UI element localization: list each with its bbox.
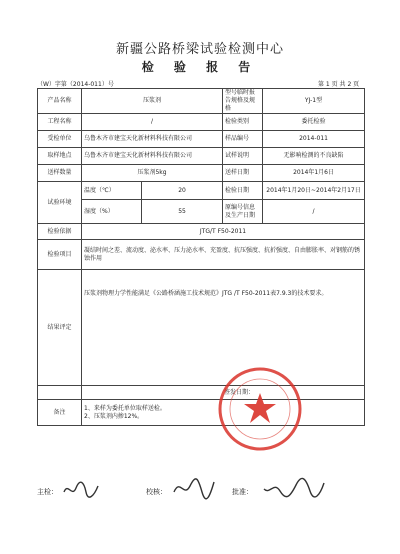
main-test-label: 主检： xyxy=(37,488,58,496)
sample-no-value: 2014-011 xyxy=(263,131,365,148)
manufacturer-label: 原编号信息及生产日期 xyxy=(223,200,263,224)
sample-no-label: 样品编号 xyxy=(223,131,263,148)
seal-label: 签发日期： xyxy=(82,386,365,400)
sampling-label: 取样地点 xyxy=(38,148,82,165)
test-note-value: 无影响检测的不良缺陷 xyxy=(263,148,365,165)
test-type-value: 委托检验 xyxy=(263,114,365,131)
report-title: 检 验 报 告 xyxy=(141,60,259,74)
basis-label: 检验依据 xyxy=(38,224,82,240)
send-date-label: 送样日期 xyxy=(223,165,263,182)
official-seal xyxy=(214,363,306,455)
approve-label: 批准： xyxy=(232,488,253,496)
report-ref: （W）字第（2014-011）号 xyxy=(37,81,114,88)
test-note-label: 试样说明 xyxy=(223,148,263,165)
review-label: 校核： xyxy=(146,488,167,496)
temp-label: 温度（℃） xyxy=(82,182,142,200)
model-value: YJ-1型 xyxy=(263,89,365,114)
remark-label: 备注 xyxy=(38,400,82,426)
project-value: / xyxy=(82,114,223,131)
test-date-value: 2014年1月20日~2014年2月17日 xyxy=(263,182,365,200)
quantity-value: 压浆剂5kg xyxy=(82,165,223,182)
humidity-value: 55 xyxy=(142,200,223,224)
review-signature xyxy=(172,476,216,500)
send-date-value: 2014年1月6日 xyxy=(263,165,365,182)
report-table xyxy=(37,88,365,426)
conclusion-label: 结果评定 xyxy=(38,270,82,386)
client-value: 乌鲁木齐市建宝天化新材料科技有限公司 xyxy=(82,131,223,148)
env-label: 试验环境 xyxy=(38,182,82,224)
client-label: 受检单位 xyxy=(38,131,82,148)
test-type-label: 检验类别 xyxy=(223,114,263,131)
manufacturer-value: / xyxy=(263,200,365,224)
model-label: 型号临时报告规格及规格 xyxy=(223,89,263,114)
approve-signature xyxy=(262,475,326,501)
humidity-label: 湿度（%） xyxy=(82,200,142,224)
quantity-label: 送样数量 xyxy=(38,165,82,182)
org-title: 新疆公路桥梁试验检测中心 xyxy=(115,42,284,57)
items-value: 凝结时间之差、流动度、泌水率、压力泌水率、充盈度、抗压强度、抗折强度、自由膨胀率、对钢筋的锈蚀作用 xyxy=(82,240,365,270)
page-indicator: 第 1 页 共 2 页 xyxy=(318,81,360,88)
conclusion-value: 压浆剂物理力学性能满足《公路桥涵施工技术规范》JTG /T F50-2011表7.9.3的技术要求。 xyxy=(82,270,365,386)
product-name-value: 压浆剂 xyxy=(82,89,223,114)
product-name-label: 产品名称 xyxy=(38,89,82,114)
remark-2: 2、压浆剂内掺12%。 xyxy=(84,412,144,420)
remark-1: 1、来样为委托单位取样送检。 xyxy=(84,404,166,412)
sampling-value: 乌鲁木齐市建宝天化新材料科技有限公司 xyxy=(82,148,223,165)
test-date-label: 检验日期 xyxy=(223,182,263,200)
temp-value: 20 xyxy=(142,182,223,200)
main-test-signature xyxy=(62,478,100,500)
project-label: 工程名称 xyxy=(38,114,82,131)
basis-value: JTG/T F50-2011 xyxy=(82,224,365,240)
items-label: 检验项目 xyxy=(38,240,82,270)
